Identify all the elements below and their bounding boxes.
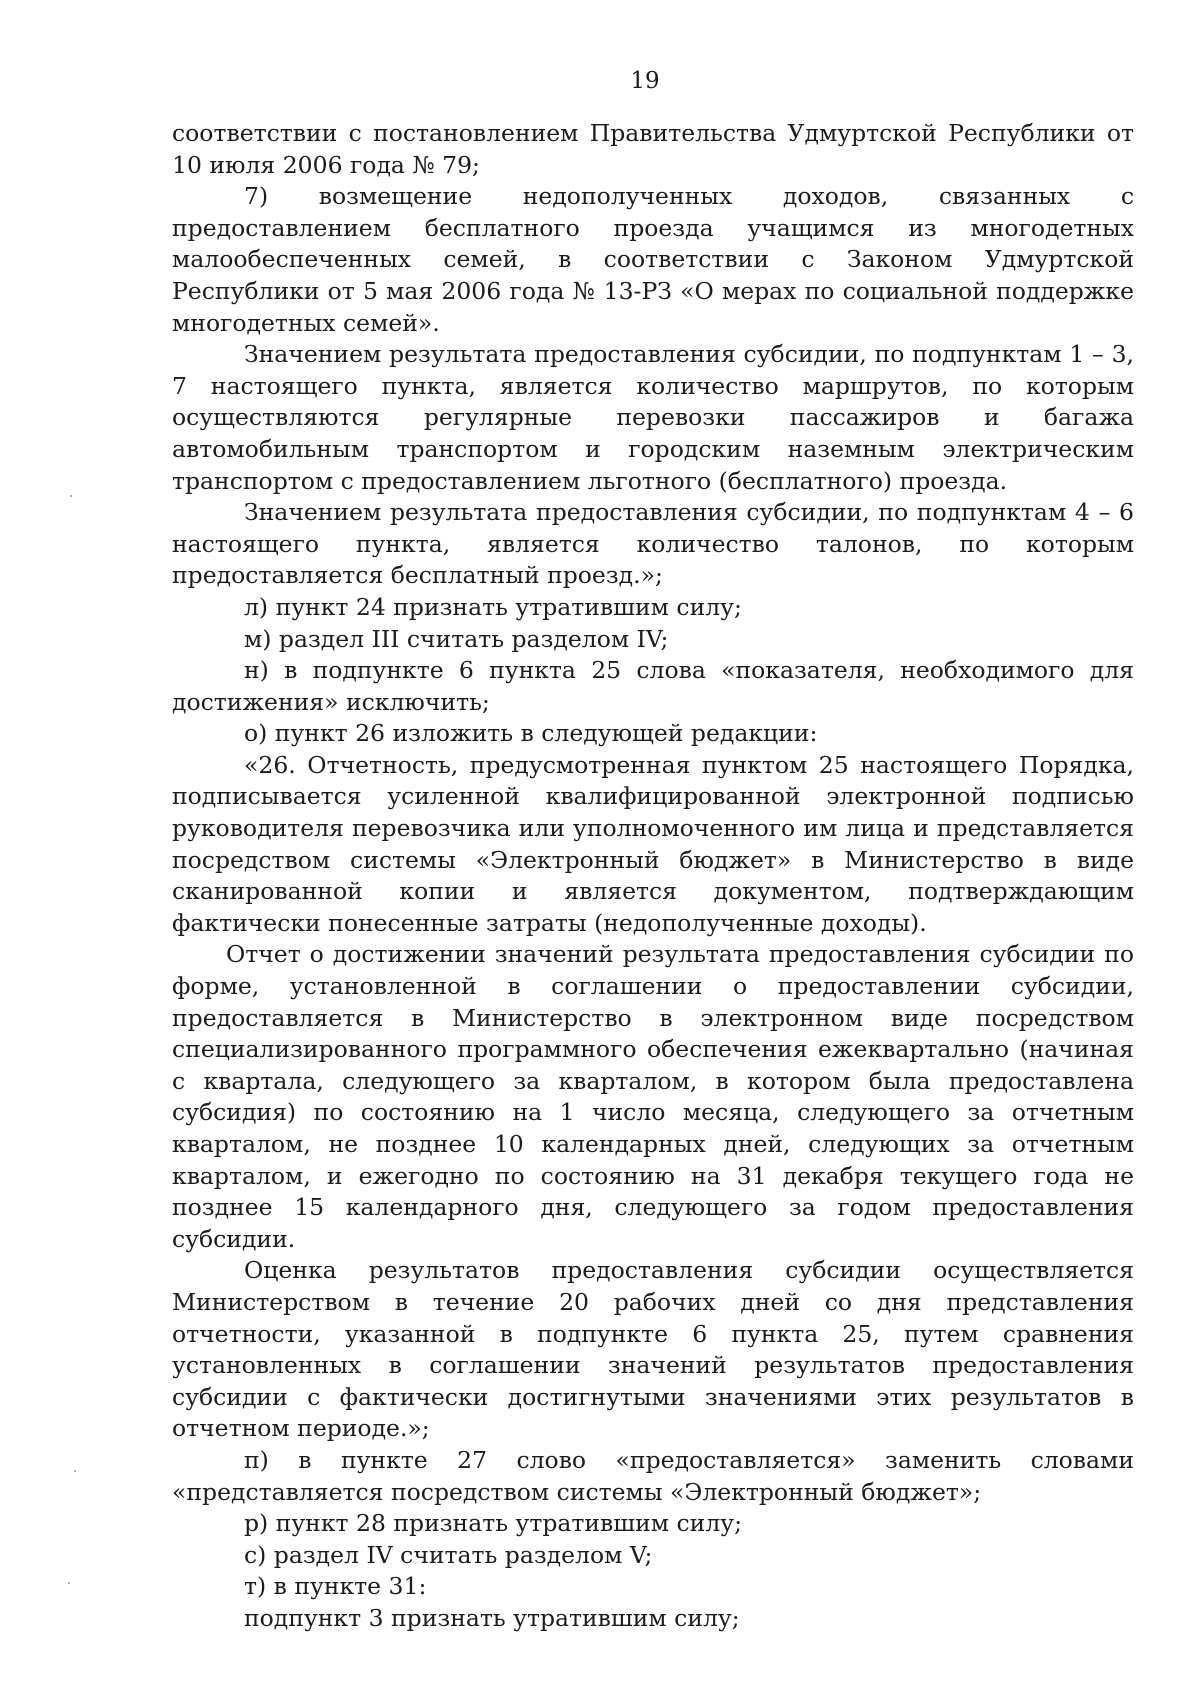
paragraph: соответствии с постановлением Правительства Удмуртской Республики от 10 июля 2006 года № 79; xyxy=(172,119,1134,179)
scan-speck xyxy=(70,495,72,497)
paragraph: п) в пункте 27 слово «предоставляется» заменить словами «представляется посредством системы «Электронный бюджет»; xyxy=(172,1445,1134,1506)
paragraph: Значением результата предоставления субсидии, по подпунктам 1 – 3, 7 настоящего пункта, является количество маршрутов, по которым осуществляются регулярные перевозки пассажиров и багажа автомобильным транспортом и городским наземным электрическим транспортом с предоставлением льготного (бесплатного) проезда. xyxy=(172,340,1134,495)
paragraph: л) пункт 24 признать утратившим силу; xyxy=(244,592,742,621)
paragraph: Отчет о достижении значений результата предоставления субсидии по форме, установленной в соглашении о предоставлении субсидии, предоставляется в Министерство в электронном виде посредством специализированного программного обеспечения ежеквартально (начиная с квартала, следующего за кварталом, в котором была предоставлена субсидия) по состоянию на 1 число месяца, следующего за отчетным кварталом, не позднее 10 календарных дней, следующих за отчетным кварталом, и ежегодно по состоянию на 31 декабря текущего года не позднее 15 календарного дня, следующего за годом предоставления субсидии. xyxy=(172,940,1134,1253)
paragraph: подпункт 3 признать утратившим силу; xyxy=(244,1603,740,1632)
paragraph: м) раздел III считать разделом IV; xyxy=(244,624,669,653)
paragraph: Оценка результатов предоставления субсидии осуществляется Министерством в течение 20 рабочих дней со дня представления отчетности, указанной в подпункте 6 пункта 25, путем сравнения установленных в соглашении значений результатов предоставления субсидии с фактически достигнутыми значениями этих результатов в отчетном периоде.»; xyxy=(172,1256,1134,1443)
scan-speck xyxy=(74,1470,76,1472)
paragraph: н) в подпункте 6 пункта 25 слова «показателя, необходимого для достижения» исключить; xyxy=(172,656,1134,716)
paragraph: 7) возмещение недополученных доходов, связанных с предоставлением бесплатного проезда учащимся из многодетных малообеспеченных семей, в соответствии с Законом Удмуртской Республики от 5 мая 2006 года № 13-РЗ «О мерах по социальной поддержке многодетных семей». xyxy=(172,182,1134,337)
paragraph: о) пункт 26 изложить в следующей редакции: xyxy=(244,719,818,748)
paragraph: р) пункт 28 признать утратившим силу; xyxy=(244,1509,743,1538)
paragraph: Значением результата предоставления субсидии, по подпунктам 4 – 6 настоящего пункта, является количество талонов, по которым предоставляется бесплатный проезд.»; xyxy=(172,498,1134,590)
paragraph: «26. Отчетность, предусмотренная пунктом 25 настоящего Порядка, подписывается усиленной квалифицированной электронной подписью руководителя перевозчика или уполномоченного им лица и представляется посредством системы «Электронный бюджет» в Министерство в виде сканированной копии и является документом, подтверждающим фактически понесенные затраты (недополученные доходы). xyxy=(172,750,1134,937)
scan-speck xyxy=(68,1582,70,1584)
paragraph: с) раздел IV считать разделом V; xyxy=(244,1540,653,1569)
page-number: 19 xyxy=(630,68,660,94)
paragraph: т) в пункте 31: xyxy=(244,1572,427,1601)
document-body xyxy=(172,118,1134,1635)
